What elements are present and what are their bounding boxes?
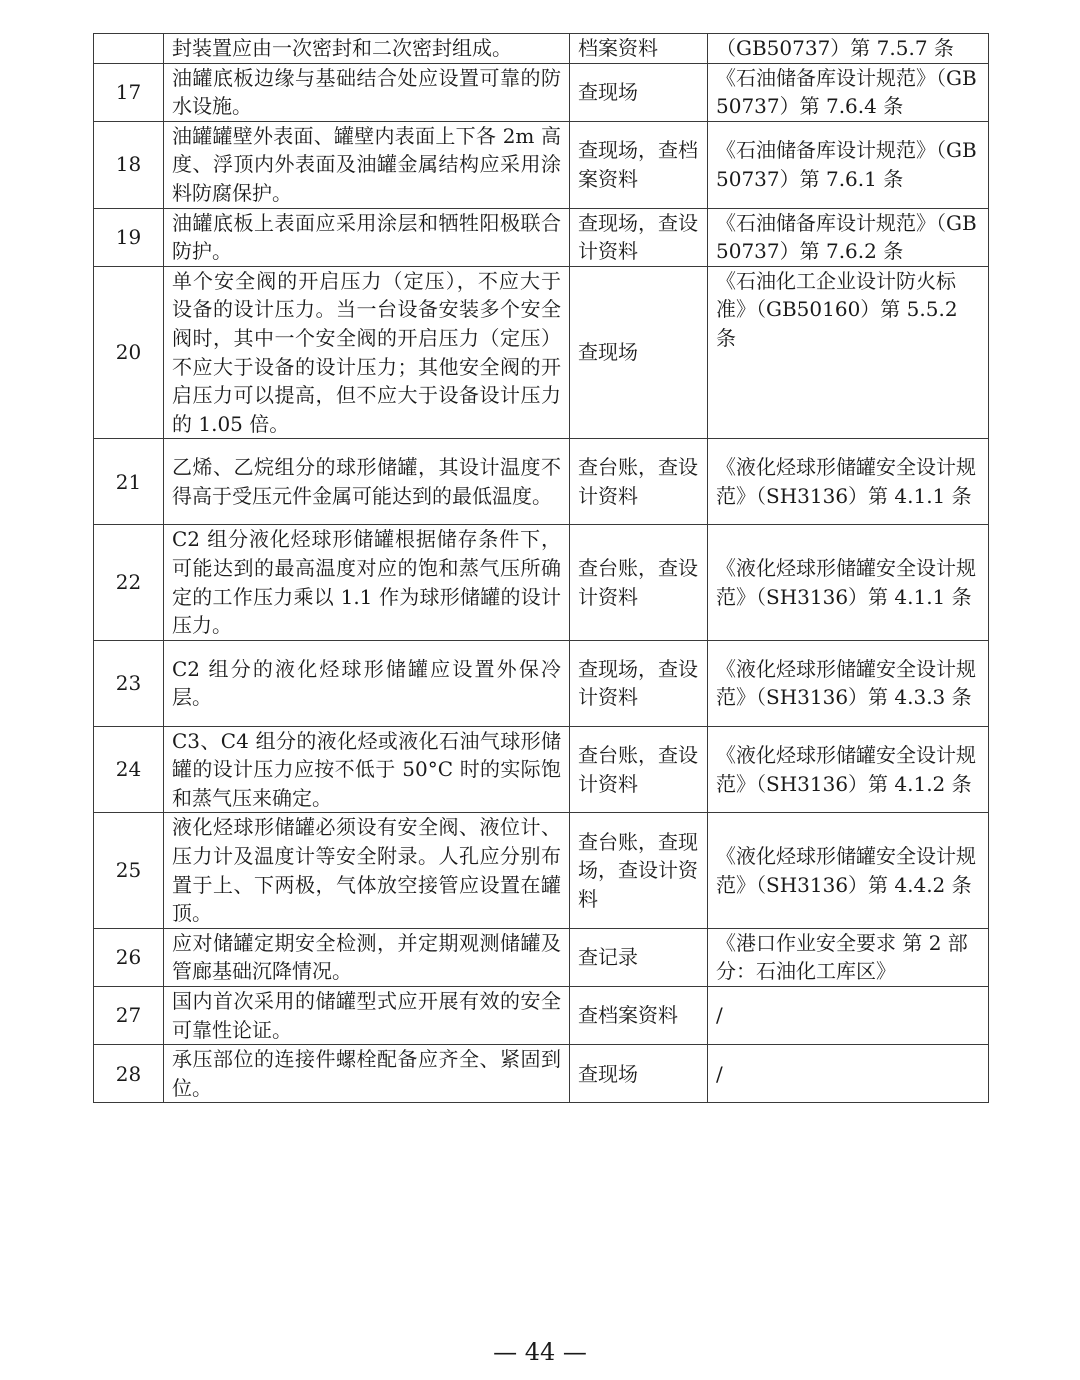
- table-row: [94, 640, 989, 726]
- row-number: 24: [94, 726, 164, 813]
- check-content: 单个安全阀的开启压力（定压），不应大于设备的设计压力。当一台设备安装多个安全阀时，其中一个安全阀的开启压力（定压）不应大于设备的设计压力；其他安全阀的开启压力可以提高，但不应大于设备设计压力的 1.05 倍。: [164, 266, 570, 439]
- check-basis: 《石油化工企业设计防火标准》（GB50160）第 5.5.2 条: [708, 266, 989, 439]
- row-number: [94, 34, 164, 64]
- check-basis: 《液化烃球形储罐安全设计规范》（SH3136）第 4.1.1 条: [708, 439, 989, 525]
- check-content: 国内首次采用的储罐型式应开展有效的安全可靠性论证。: [164, 987, 570, 1045]
- table-row: [94, 34, 989, 64]
- check-method: 查现场，查档案资料: [570, 121, 708, 208]
- page-number: — 44 —: [493, 1338, 587, 1366]
- check-basis: 《石油储备库设计规范》（GB50737）第 7.6.2 条: [708, 208, 989, 266]
- table-row: [94, 726, 989, 813]
- row-number: 26: [94, 928, 164, 986]
- row-number: 22: [94, 525, 164, 640]
- table-row: [94, 1045, 989, 1103]
- check-content: 承压部位的连接件螺栓配备应齐全、紧固到位。: [164, 1045, 570, 1103]
- table-row: [94, 63, 989, 121]
- check-content: 液化烃球形储罐必须设有安全阀、液位计、压力计及温度计等安全附录。人孔应分别布置于上、下两极，气体放空接管应设置在罐顶。: [164, 813, 570, 928]
- check-method: 查记录: [570, 928, 708, 986]
- check-method: 档案资料: [570, 34, 708, 64]
- table-row: [94, 121, 989, 208]
- table-row: [94, 266, 989, 439]
- check-method: 查现场，查设计资料: [570, 208, 708, 266]
- inspection-checklist-table: [93, 33, 989, 1103]
- check-content: C2 组分的液化烃球形储罐应设置外保冷层。: [164, 640, 570, 726]
- check-basis: 《石油储备库设计规范》（GB50737）第 7.6.1 条: [708, 121, 989, 208]
- check-method: 查现场: [570, 266, 708, 439]
- check-method: 查台账，查现场，查设计资料: [570, 813, 708, 928]
- check-basis: 《液化烃球形储罐安全设计规范》（SH3136）第 4.3.3 条: [708, 640, 989, 726]
- row-number: 21: [94, 439, 164, 525]
- table-row: [94, 525, 989, 640]
- check-method: 查现场，查设计资料: [570, 640, 708, 726]
- check-basis: 《港口作业安全要求 第 2 部分：石油化工库区》: [708, 928, 989, 986]
- check-content: 应对储罐定期安全检测，并定期观测储罐及管廊基础沉降情况。: [164, 928, 570, 986]
- check-content: C3、C4 组分的液化烃或液化石油气球形储罐的设计压力应按不低于 50°C 时的实际饱和蒸气压来确定。: [164, 726, 570, 813]
- check-content: 油罐罐壁外表面、罐壁内表面上下各 2m 高度、浮顶内外表面及油罐金属结构应采用涂料防腐保护。: [164, 121, 570, 208]
- check-content: 油罐底板边缘与基础结合处应设置可靠的防水设施。: [164, 63, 570, 121]
- check-method: 查台账，查设计资料: [570, 439, 708, 525]
- row-number: 27: [94, 987, 164, 1045]
- check-basis: 《石油储备库设计规范》（GB50737）第 7.6.4 条: [708, 63, 989, 121]
- check-content: C2 组分液化烃球形储罐根据储存条件下，可能达到的最高温度对应的饱和蒸气压所确定的工作压力乘以 1.1 作为球形储罐的设计压力。: [164, 525, 570, 640]
- row-number: 17: [94, 63, 164, 121]
- row-number: 20: [94, 266, 164, 439]
- row-number: 28: [94, 1045, 164, 1103]
- table-row: [94, 208, 989, 266]
- check-basis: /: [708, 1045, 989, 1103]
- check-method: 查台账，查设计资料: [570, 525, 708, 640]
- row-number: 23: [94, 640, 164, 726]
- row-number: 19: [94, 208, 164, 266]
- check-content: 乙烯、乙烷组分的球形储罐，其设计温度不得高于受压元件金属可能达到的最低温度。: [164, 439, 570, 525]
- row-number: 25: [94, 813, 164, 928]
- check-content: 封装置应由一次密封和二次密封组成。: [164, 34, 570, 64]
- table-row: [94, 813, 989, 928]
- table-row: [94, 439, 989, 525]
- check-method: 查现场: [570, 1045, 708, 1103]
- check-method: 查档案资料: [570, 987, 708, 1045]
- check-content: 油罐底板上表面应采用涂层和牺牲阳极联合防护。: [164, 208, 570, 266]
- check-basis: 《液化烃球形储罐安全设计规范》（SH3136）第 4.1.2 条: [708, 726, 989, 813]
- check-basis: 《液化烃球形储罐安全设计规范》（SH3136）第 4.4.2 条: [708, 813, 989, 928]
- table-row: [94, 928, 989, 986]
- table-row: [94, 987, 989, 1045]
- check-method: 查现场: [570, 63, 708, 121]
- check-method: 查台账，查设计资料: [570, 726, 708, 813]
- check-basis: /: [708, 987, 989, 1045]
- check-basis: 《液化烃球形储罐安全设计规范》（SH3136）第 4.1.1 条: [708, 525, 989, 640]
- row-number: 18: [94, 121, 164, 208]
- check-basis: （GB50737）第 7.5.7 条: [708, 34, 989, 64]
